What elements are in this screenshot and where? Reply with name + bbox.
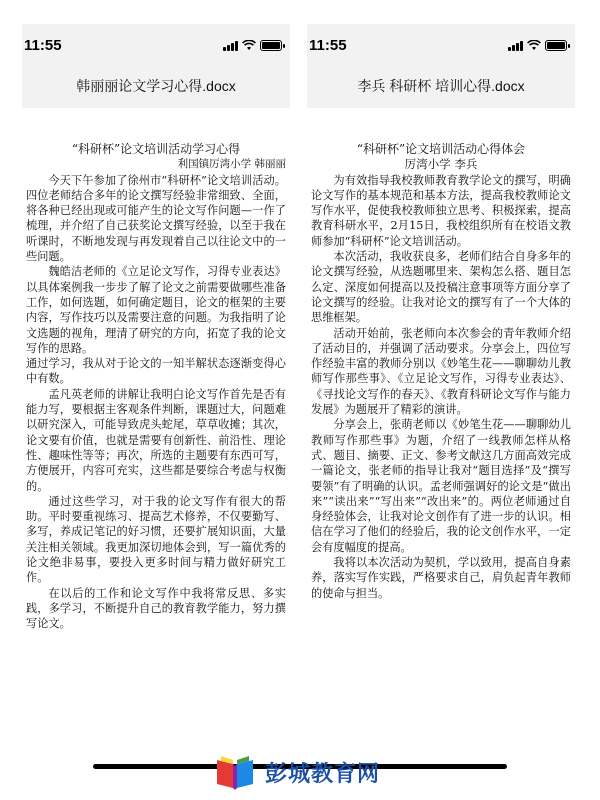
paragraph: 为有效指导我校教师教育教学论文的撰写，明确论文写作的基本规范和基本方法，提高我校教师论文写作水平，促使我校教师独立思考、积极探索，提高教育科研水平，2月15日，我校组织所有在校语文教师参加“科研杯”论文培训活动。 — [311, 173, 571, 248]
paragraph: 分享会上，张萌老师以《妙笔生花——聊聊幼儿教师写作那些事》为题，介绍了一线教师怎样从格式、题目、摘要、正文、参考文献这几方面高效完成一篇论文，张老师的指导让我对“题目选择”及“撰写要领”有了明确的认识。孟老师强调好的论文是“做出来”“读出来”“写出来”“改出来”的。两位老师通过自身经验体会，让我对论文创作有了进一步的认识。相信在学习了他们的经验后，我的论文创作水平，一定会有度幅度的提高。 — [311, 418, 571, 554]
paragraph: 通过学习，我从对于论文的一知半解状态逐渐变得心中有数。 — [26, 357, 286, 386]
paragraph: 我将以本次活动为契机，学以致用，提高自身素养，落实写作实践，严格要求自己，肩负起青年教师的使命与担当。 — [311, 556, 571, 600]
right-document-panel — [307, 24, 575, 744]
paragraph: 本次活动，我收获良多，老师们结合自身多年的论文撰写经验，从选题哪里来、架构怎么搭、题目怎么定、深度如何提高以及投稿注意事项等方面分享了论文撰写的经验。让我对论文的撰写有了一个大体的思维框架。 — [311, 250, 571, 325]
document-body — [307, 108, 575, 601]
paragraph: 在以后的工作和论文写作中我将常反思、多实践，多学习，不断提升自己的教育教学能力，努力撰写论文。 — [26, 586, 286, 631]
wifi-icon — [242, 40, 256, 51]
signal-icon — [223, 41, 238, 51]
status-icons — [223, 40, 282, 51]
battery-icon — [545, 40, 567, 51]
article-title: “科研杯”论文培训活动学习心得 — [71, 142, 241, 156]
status-icons — [508, 40, 567, 51]
paragraph: 活动开始前，张老师向本次参会的青年教师介绍了活动目的，并强调了活动要求。分享会上，四位写作经验丰富的教师分别以《妙笔生花——聊聊幼儿教师写作那些事》、《立足论文写作，习得专业表达》、《寻找论文写作的春天》、《教育科研论文写作与能力发展》为题展开了精彩的演讲。 — [311, 326, 571, 417]
status-time: 11:55 — [24, 37, 62, 54]
document-title[interactable]: 李兵 科研杯 培训心得.docx — [357, 78, 525, 94]
paragraph: 孟凡英老师的讲解让我明白论文写作首先是否有能力写，要根据主客观条件判断，课题过大，问题难以研究深入，可能导致虎头蛇尾，草草收摊；其次，论文要有价值，也就是需要有创新性、前沿性、理论性、趣味性等等；再次，所选的主题要有东西可写，方便展开，内容可充实，这些都是要综合考虑与权衡的。 — [26, 387, 286, 493]
left-document-panel — [22, 24, 290, 744]
left-status-header — [22, 24, 290, 108]
status-time: 11:55 — [309, 37, 347, 54]
article-title: “科研杯”论文培训活动心得体会 — [356, 142, 526, 156]
paragraph: 魏皓洁老师的《立足论文写作，习得专业表达》以具体案例我一步步了解了论文之前需要做哪些准备工作，如何选题，如何确定题目，论文的框架的主要内容，写作技巧以及需要注意的问题。为我指明了论文选题的视角，理清了研究的方向，拓宽了我的论文写作的思路。 — [26, 265, 286, 355]
article-byline: 利国镇厉湾小学 韩丽丽 — [177, 158, 286, 171]
document-body — [22, 108, 290, 632]
paragraph: 通过这些学习，对于我的论文写作有很大的帮助。平时要重视练习、提高艺术修养，不仅要勤写、多写，养成记笔记的好习惯，还要扩展知识面，大量关注相关领域。我更加深切地体会到，写一篇优秀的论文绝非易事，要投入更多时间与精力做好研究工作。 — [26, 494, 286, 585]
brand-watermark — [213, 752, 380, 792]
wifi-icon — [527, 40, 541, 51]
article-byline: 厉湾小学 李兵 — [404, 157, 478, 172]
right-status-header — [307, 24, 575, 108]
brand-name: 彭城教育网 — [265, 761, 381, 787]
book-logo-icon — [213, 752, 257, 792]
paragraph: 今天下午参加了徐州市“科研杯”论文培训活动。四位老师结合多年的论文撰写经验非常细致、全面，将各种已经出现或可能产生的论文写作问题—一作了梳理，并介绍了自己获奖论文撰写经验，以至于我在听课时，不断地发现与再发现着自己以往论文中的一些问题。 — [26, 173, 286, 264]
signal-icon — [508, 41, 523, 51]
document-title[interactable]: 韩丽丽论文学习心得.docx — [76, 78, 236, 94]
battery-icon — [260, 40, 282, 51]
